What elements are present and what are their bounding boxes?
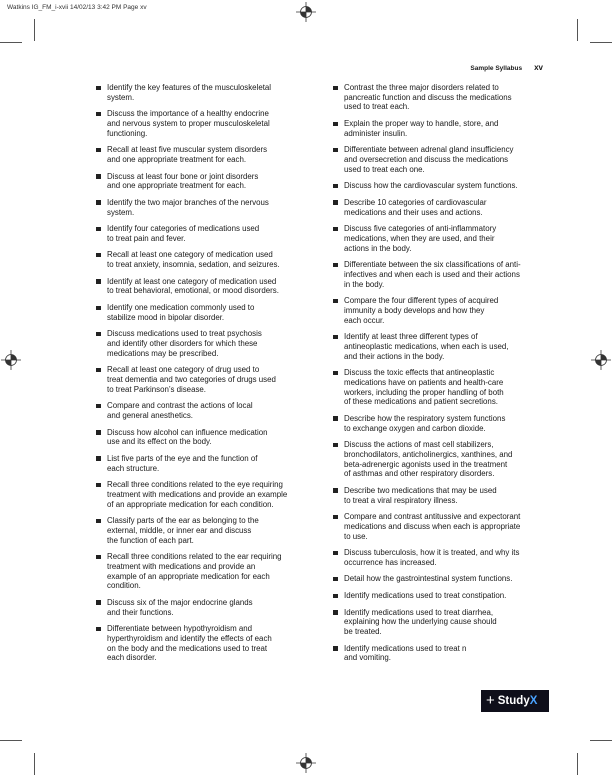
- bullet-square-icon: [333, 416, 338, 421]
- bullet-square-icon: [96, 519, 101, 524]
- objective-text: Discuss medications used to treat psychosis and identify other disorders for which these medications may be prescribed.: [107, 329, 262, 358]
- objective-item: [96, 365, 316, 394]
- crop-mark-top-right-vertical: [577, 19, 578, 41]
- objective-item: [333, 414, 551, 433]
- bullet-square-icon: [333, 227, 338, 232]
- objective-text: Describe two medications that may be used to treat a viral respiratory illness.: [344, 485, 497, 505]
- bullet-square-icon: [333, 122, 338, 127]
- objective-item: [96, 224, 316, 243]
- bullet-square-icon: [96, 279, 101, 284]
- bullet-square-icon: [96, 627, 101, 632]
- objective-text: Recall three conditions related to the eye requiring treatment with medications and provide an example of an appropriate medication for each condition.: [107, 480, 288, 509]
- objective-text: Classify parts of the ear as belonging to the external, middle, or inner ear and discuss the function of each part.: [107, 516, 259, 545]
- objective-text: Discuss the actions of mast cell stabilizers, bronchodilators, anticholinergics, xanthines, and beta-adrenergic agonists used in the treatment of asthmas and other respiratory disorders.: [344, 440, 513, 479]
- objective-item: [333, 198, 551, 217]
- objective-item: [333, 260, 551, 289]
- objective-text: Detail how the gastrointestinal system functions.: [344, 574, 513, 584]
- bullet-square-icon: [333, 646, 338, 651]
- objective-text: Differentiate between adrenal gland insufficiency and oversecretion and discuss the medications used to treat each one.: [344, 145, 514, 174]
- bullet-square-icon: [96, 112, 101, 117]
- objective-text: Explain the proper way to handle, store, and administer insulin.: [344, 119, 499, 138]
- registration-mark-icon: [296, 2, 316, 22]
- objective-text: Identify medications used to treat constipation.: [344, 591, 507, 601]
- objective-text: Recall at least one category of medication used to treat anxiety, insomnia, sedation, and seizures.: [107, 250, 280, 270]
- objective-item: [333, 368, 551, 407]
- objective-text: Identify medications used to treat n and vomiting.: [344, 643, 467, 663]
- objective-item: [333, 644, 551, 663]
- watermark-brand: Study: [497, 695, 530, 707]
- bullet-square-icon: [333, 551, 338, 556]
- bullet-square-icon: [96, 456, 101, 461]
- objective-item: [96, 198, 316, 217]
- objective-text: Identify four categories of medications used to treat pain and fever.: [107, 224, 260, 243]
- objective-item: [96, 145, 316, 164]
- right-column-objectives: [333, 83, 551, 670]
- crop-mark-top-right-horizontal: [590, 42, 612, 43]
- objective-text: Identify at least three different types of antineoplastic medications, when each is used, and their actions in the body.: [344, 332, 509, 361]
- objective-item: [333, 440, 551, 479]
- bullet-square-icon: [96, 430, 101, 435]
- studyx-watermark: [481, 690, 549, 712]
- bullet-square-icon: [96, 555, 101, 560]
- objective-item: [96, 83, 316, 102]
- bullet-square-icon: [96, 227, 101, 232]
- objective-item: [333, 486, 551, 505]
- objective-text: Recall at least five muscular system disorders and one appropriate treatment for each.: [107, 145, 268, 164]
- objective-text: Compare and contrast the actions of local and general anesthetics.: [107, 401, 253, 421]
- objective-item: [96, 250, 316, 269]
- bullet-square-icon: [333, 200, 338, 205]
- objective-item: [333, 181, 551, 191]
- bullet-square-icon: [333, 443, 338, 448]
- bullet-square-icon: [333, 148, 338, 153]
- crop-mark-bottom-left-vertical: [34, 753, 35, 775]
- objective-item: [96, 303, 316, 322]
- objective-item: [333, 548, 551, 567]
- bullet-square-icon: [333, 577, 338, 582]
- bullet-square-icon: [333, 371, 338, 376]
- objective-item: [96, 428, 316, 447]
- crop-mark-bottom-right-horizontal: [590, 740, 612, 741]
- objective-item: [96, 329, 316, 358]
- objective-item: [333, 332, 551, 361]
- bullet-square-icon: [96, 306, 101, 311]
- objective-item: [96, 172, 316, 191]
- bullet-square-icon: [96, 86, 101, 91]
- objective-text: Identify medications used to treat diarrhea, explaining how the underlying cause should be treated.: [344, 607, 497, 637]
- objective-item: [96, 516, 316, 545]
- bullet-square-icon: [96, 148, 101, 153]
- objective-item: [333, 224, 551, 253]
- objective-item: [96, 480, 316, 509]
- bullet-square-icon: [333, 184, 338, 189]
- bullet-square-icon: [96, 600, 101, 605]
- bullet-square-icon: [96, 368, 101, 373]
- objective-text: Describe 10 categories of cardiovascular medications and their uses and actions.: [344, 197, 487, 217]
- objective-text: Discuss five categories of anti-inflammatory medications, when they are used, and their actions in the body.: [344, 224, 497, 253]
- objective-text: Differentiate between the six classifications of anti- infectives and when each is used and their actions in the body.: [344, 260, 521, 289]
- objective-text: Differentiate between hypothyroidism and hyperthyroidism and identify the effects of each on the body and the medications used to treat each disorder.: [107, 624, 272, 663]
- objective-text: Discuss tuberculosis, how it is treated, and why its occurrence has increased.: [344, 548, 520, 567]
- objective-text: Recall at least one category of drug used to treat dementia and two categories of drugs used to treat Parkinson’s disease.: [107, 365, 276, 394]
- objective-text: Discuss six of the major endocrine glands and their functions.: [107, 597, 253, 617]
- bullet-square-icon: [333, 299, 338, 304]
- bullet-square-icon: [96, 200, 101, 205]
- objective-item: [333, 83, 551, 112]
- registration-mark-icon: [1, 350, 21, 370]
- objective-item: [96, 454, 316, 473]
- objective-text: Discuss the toxic effects that antineoplastic medications have on patients and health-care workers, including the proper handling of both of these medications and patient secretions.: [344, 368, 504, 407]
- page-number: xv: [534, 63, 543, 72]
- bullet-square-icon: [333, 594, 338, 599]
- crop-mark-bottom-left-horizontal: [0, 740, 22, 741]
- running-header-title: Sample Syllabus: [470, 65, 523, 72]
- objective-text: Compare and contrast antitussive and expectorant medications and discuss when each is appropriate to use.: [344, 512, 521, 541]
- objective-item: [96, 109, 316, 138]
- bullet-square-icon: [96, 174, 101, 179]
- objective-item: [333, 608, 551, 637]
- objective-item: [96, 401, 316, 420]
- objective-text: Discuss how alcohol can influence medication use and its effect on the body.: [107, 427, 268, 447]
- bullet-square-icon: [333, 86, 338, 91]
- bullet-square-icon: [96, 253, 101, 258]
- objective-text: Identify at least one category of medication used to treat behavioral, emotional, or mood disorders.: [107, 276, 279, 296]
- bullet-square-icon: [333, 335, 338, 340]
- watermark-brand-accent: X: [529, 695, 538, 707]
- objective-text: Identify the two major branches of the nervous system.: [107, 197, 269, 217]
- objective-item: [96, 277, 316, 296]
- objective-item: [96, 624, 316, 663]
- objective-item: [96, 552, 316, 591]
- print-slug: Watkins IG_FM_i-xvii 14/02/13 3:42 PM Page xv: [7, 4, 147, 11]
- objective-text: Identify the key features of the musculoskeletal system.: [107, 83, 272, 102]
- objective-text: Compare the four different types of acquired immunity a body develops and how they each occur.: [344, 296, 499, 325]
- objective-text: Discuss at least four bone or joint disorders and one appropriate treatment for each.: [107, 171, 259, 191]
- objective-text: Discuss how the cardiovascular system functions.: [344, 181, 518, 191]
- running-header: [0, 63, 543, 72]
- bullet-square-icon: [333, 488, 338, 493]
- objective-text: Identify one medication commonly used to stabilize mood in bipolar disorder.: [107, 303, 255, 322]
- crop-mark-bottom-right-vertical: [577, 753, 578, 775]
- registration-mark-icon: [591, 350, 611, 370]
- objective-text: Contrast the three major disorders related to pancreatic function and discuss the medications used to treat each.: [344, 83, 512, 112]
- objective-text: Discuss the importance of a healthy endocrine and nervous system to proper musculoskeletal functioning.: [107, 109, 270, 138]
- objective-text: Recall three conditions related to the ear requiring treatment with medications and provide an example of an appropriate medication for each condition.: [107, 552, 282, 591]
- registration-mark-icon: [296, 753, 316, 773]
- bullet-square-icon: [96, 332, 101, 337]
- bullet-square-icon: [96, 483, 101, 488]
- objective-item: [333, 145, 551, 174]
- crop-mark-top-left-horizontal: [0, 42, 22, 43]
- objective-item: [333, 591, 551, 601]
- bullet-square-icon: [333, 263, 338, 268]
- bullet-square-icon: [333, 610, 338, 615]
- left-column-objectives: [96, 83, 316, 670]
- bullet-square-icon: [96, 404, 101, 409]
- objective-text: List five parts of the eye and the function of each structure.: [107, 453, 258, 473]
- objective-text: Describe how the respiratory system functions to exchange oxygen and carbon dioxide.: [344, 413, 506, 433]
- objective-item: [333, 574, 551, 584]
- plus-icon: +: [486, 692, 495, 709]
- objective-item: [333, 296, 551, 325]
- crop-mark-top-left-vertical: [34, 19, 35, 41]
- objective-item: [96, 598, 316, 617]
- objective-item: [333, 512, 551, 541]
- bullet-square-icon: [333, 515, 338, 520]
- objective-item: [333, 119, 551, 138]
